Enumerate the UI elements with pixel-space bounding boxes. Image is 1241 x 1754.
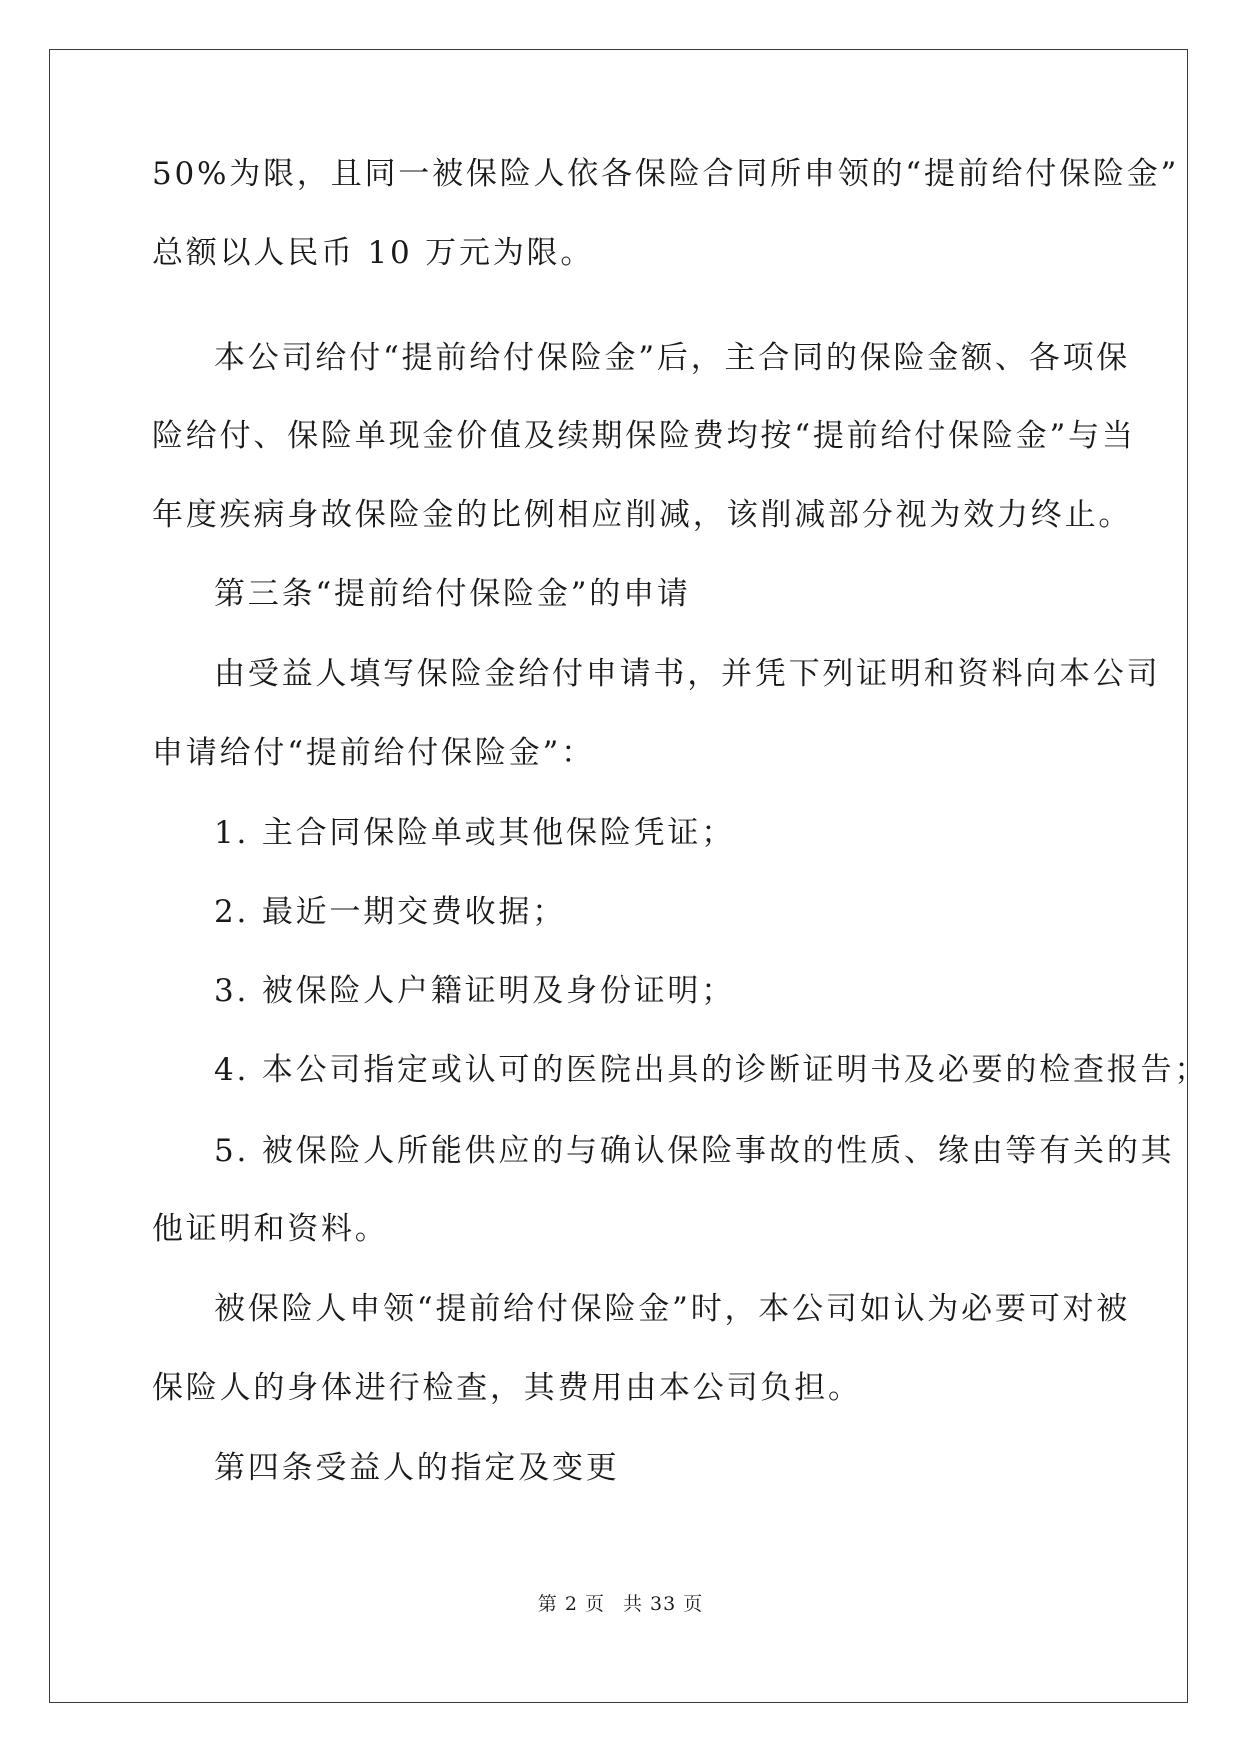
page-number [0, 1591, 1241, 1617]
body-paragraph-start: 被保险人申领“提前给付保险金”时，本公司如认为必要可对被 [214, 1291, 1131, 1327]
list-item: 4. 本公司指定或认可的医院出具的诊断证明书及必要的检查报告； [214, 1052, 1209, 1088]
body-paragraph-start: 由受益人填写保险金给付申请书，并凭下列证明和资料向本公司 [214, 656, 1161, 692]
body-text-line: 申请给付“提前给付保险金”： [152, 735, 595, 771]
total-pages-label: 共 33 页 [622, 1593, 704, 1615]
body-text-line: 他证明和资料。 [152, 1211, 389, 1247]
body-text-line: 50%为限，且同一被保险人依各保险合同所申领的“提前给付保险金” [152, 156, 1180, 192]
list-item: 3. 被保险人户籍证明及身份证明； [214, 973, 736, 1009]
list-item: 2. 最近一期交费收据； [214, 894, 567, 930]
article-heading: 第三条“提前给付保险金”的申请 [214, 576, 691, 612]
article-heading: 第四条受益人的指定及变更 [214, 1450, 620, 1486]
body-text-line: 险给付、保险单现金价值及续期保险费均按“提前给付保险金”与当 [152, 418, 1136, 454]
body-text-line: 总额以人民币 10 万元为限。 [152, 235, 595, 271]
list-item: 5. 被保险人所能供应的与确认保险事故的性质、缘由等有关的其 [214, 1133, 1175, 1169]
body-paragraph-start: 本公司给付“提前给付保险金”后，主合同的保险金额、各项保 [214, 340, 1131, 376]
current-page-label: 第 2 页 [537, 1593, 605, 1615]
list-item: 1. 主合同保险单或其他保险凭证； [214, 815, 736, 851]
body-text-line: 年度疾病身故保险金的比例相应削减，该削减部分视为效力终止。 [152, 497, 1133, 533]
body-text-line: 保险人的身体进行检查，其费用由本公司负担。 [152, 1370, 862, 1406]
